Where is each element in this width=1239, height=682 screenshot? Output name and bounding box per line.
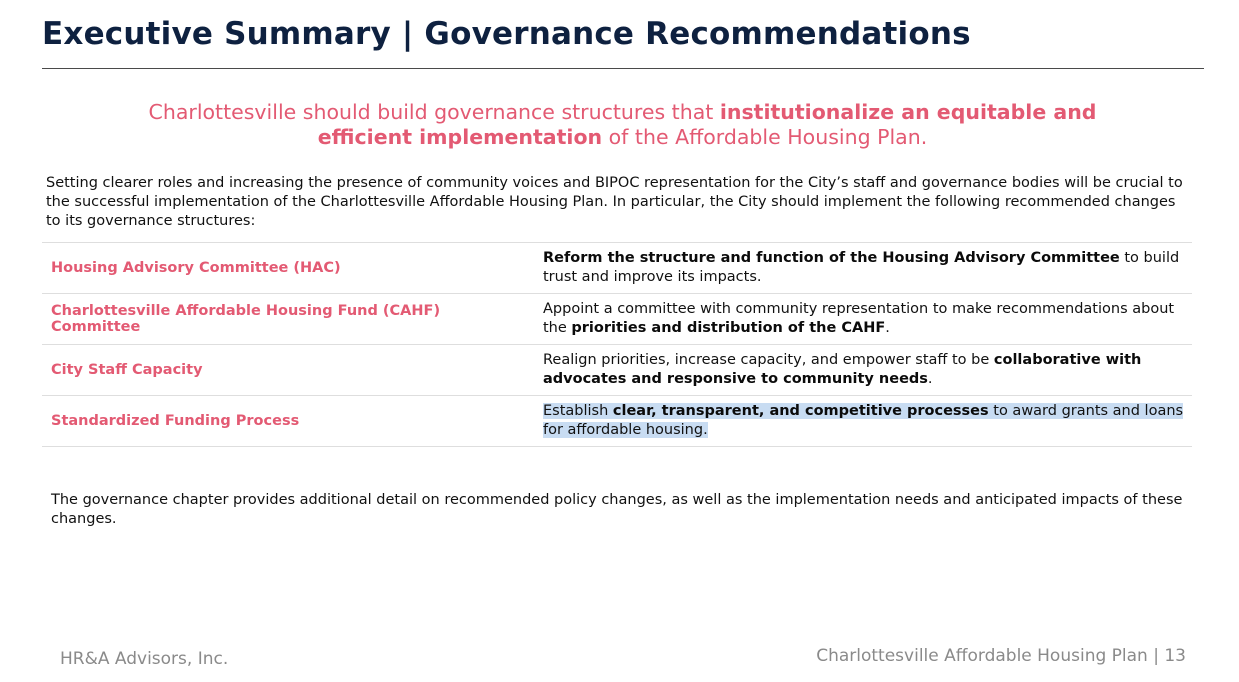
headline — [100, 100, 1145, 150]
title-divider — [42, 68, 1204, 69]
headline-emphasis: institutionalize an equitable and efficient implementation — [317, 100, 1097, 149]
footer-company: HR&A Advisors, Inc. — [60, 649, 229, 669]
footer-page-label: Charlottesville Affordable Housing Plan | 13 — [816, 646, 1186, 666]
description-text: to build trust and improve its impacts. — [543, 250, 1180, 285]
recommendations-table — [42, 242, 1192, 447]
description-emphasis: clear, transparent, and competitive processes — [612, 403, 989, 419]
headline-text-2: of the Affordable Housing Plan. — [602, 125, 928, 149]
description-emphasis: Reform the structure and function of the Housing Advisory Committee — [543, 250, 1120, 266]
description-emphasis: priorities and distribution of the CAHF — [571, 320, 886, 336]
recommendation-description[interactable] — [534, 243, 1192, 294]
intro-paragraph: Setting clearer roles and increasing the presence of community voices and BIPOC representation for the City’s staff and governance bodies will be crucial to the successful implementation of the Charlottesville Affordable Housing Plan. In particular, the City should implement the following recommended changes to its governance structures: — [46, 175, 1183, 229]
headline-text-1: Charlottesville should build governance structures that — [148, 100, 720, 124]
selected-text[interactable] — [543, 403, 1183, 438]
description-text: Realign priorities, increase capacity, and empower staff to be — [543, 352, 994, 368]
description-text: Establish — [543, 403, 613, 419]
description-text: Appoint a committee with community representation to make recommendations about the — [543, 301, 1175, 336]
table-row — [42, 396, 1192, 447]
description-text: . — [885, 320, 890, 336]
table-row — [42, 345, 1192, 396]
recommendation-label: Standardized Funding Process — [42, 396, 534, 447]
description-text: to award grants and loans for affordable housing. — [543, 403, 1184, 438]
table-row — [42, 294, 1192, 345]
table-row — [42, 243, 1192, 294]
recommendation-description-selected[interactable] — [534, 396, 1192, 447]
recommendation-label: City Staff Capacity — [42, 345, 534, 396]
page-title: Executive Summary | Governance Recommendations — [42, 16, 971, 52]
recommendation-label: Housing Advisory Committee (HAC) — [42, 243, 534, 294]
recommendation-label: Charlottesville Affordable Housing Fund (CAHF) Committee — [42, 294, 534, 345]
recommendation-description[interactable] — [534, 294, 1192, 345]
recommendation-description[interactable] — [534, 345, 1192, 396]
closing-paragraph: The governance chapter provides additional detail on recommended policy changes, as well as the implementation needs and anticipated impacts of these changes. — [51, 492, 1183, 527]
description-emphasis: collaborative with advocates and responsive to community needs — [543, 352, 1142, 387]
description-text: . — [927, 371, 933, 387]
